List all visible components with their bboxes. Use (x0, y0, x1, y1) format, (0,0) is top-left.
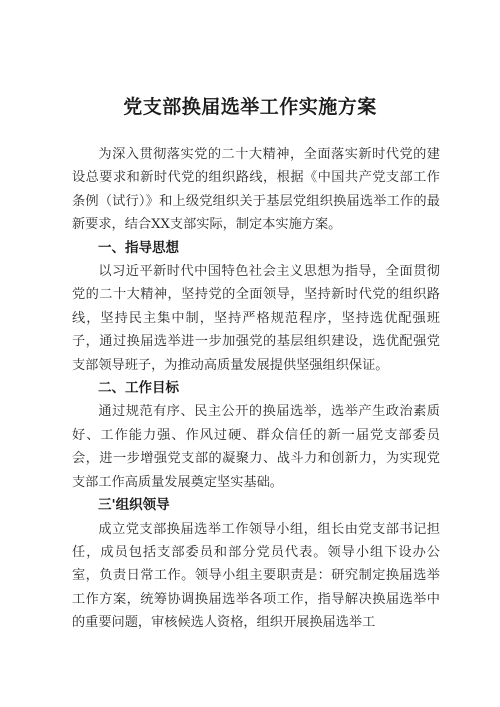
section-paragraph-work-goals: 通过规范有序、民主公开的换届选举，选举产生政治素质好、工作能力强、作风过硬、群众信任的新一届党支部委员会，进一步增强党支部的凝聚力、战斗力和创新力，为实现党支部工作高质量发展奠定坚实基础。 (72, 404, 440, 490)
document-body (72, 143, 440, 635)
intro-paragraph: 为深入贯彻落实党的二十大精神，全面落实新时代党的建设总要求和新时代党的组织路线，根据《中国共产党支部工作条例（试行）》和上级党组织关于基层党组织换届选举工作的最新要求，结合XX支部实际，制定本实施方案。 (72, 147, 440, 233)
section-paragraph-organizational-leadership: 成立党支部换届选举工作领导小组，组长由党支部书记担任，成员包括支部委员和部分党员代表。领导小组下设办公室，负责日常工作。领导小组主要职责是：研究制定换届选举工作方案，统筹协调换届选举各项工作，指导解决换届选举中的重要问题，审核候选人资格，组织开展换届选举工 (72, 521, 440, 631)
section-heading-work-goals: 二、工作目标 (98, 380, 179, 397)
section-paragraph-guiding-ideology: 以习近平新时代中国特色社会主义思想为指导，全面贯彻党的二十大精神，坚持党的全面领导，坚持新时代党的组织路线，坚持民主集中制，坚持严格规范程序，坚持选优配强班子，通过换届选举进一步加强党的基层组织建设，选优配强党支部领导班子，为推动高质量发展提供坚强组织保证。 (72, 264, 440, 373)
section-heading-guiding-ideology: 一、指导思想 (98, 239, 179, 256)
section-heading-organizational-leadership: 三'组织领导 (98, 497, 170, 514)
document-title: 党支部换届选举工作实施方案 (123, 96, 377, 118)
